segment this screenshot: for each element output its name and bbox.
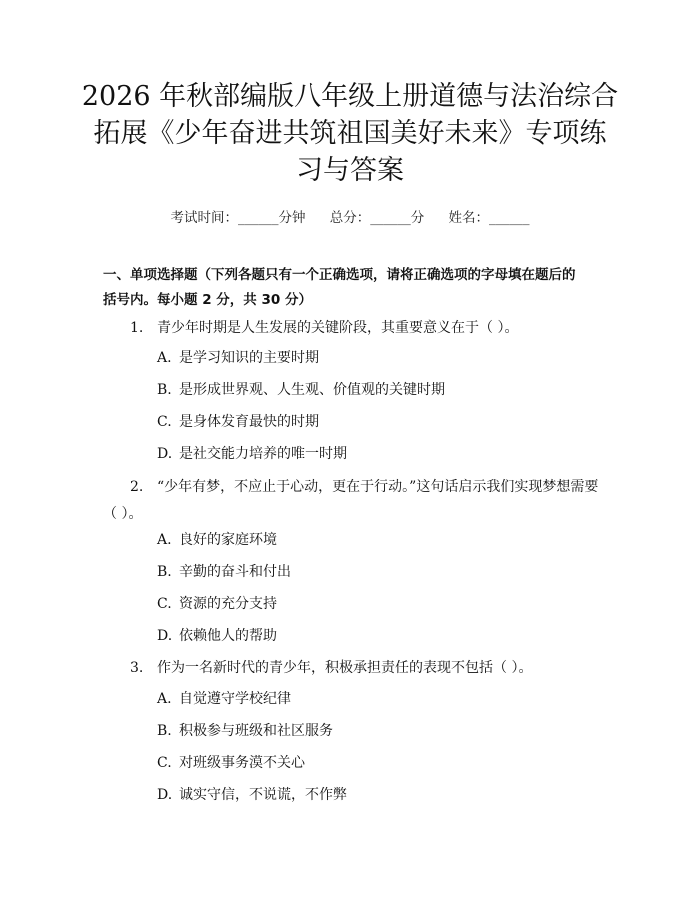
option-text: 是社交能力培养的唯一时期 [179,446,347,462]
option-text: 自觉遵守学校纪律 [179,691,291,707]
option-letter: B. [157,564,172,580]
option-letter: D. [157,628,173,644]
option-text: 是形成世界观、人生观、价值观的关键时期 [179,382,445,398]
option-text: 对班级事务漠不关心 [179,755,305,771]
option-2b [157,562,291,582]
option-letter: C. [157,414,172,430]
option-text: 资源的充分支持 [179,596,277,612]
option-1c [157,412,319,432]
option-letter: B. [157,382,172,398]
student-name: 姓名：______ [448,210,530,226]
option-letter: C. [157,596,172,612]
option-letter: A. [157,350,172,366]
document-title [70,78,630,189]
option-letter: A. [157,532,172,548]
question-3 [103,655,603,682]
option-text: 积极参与班级和社区服务 [179,723,333,739]
option-text: 是身体发育最快的时期 [179,414,319,430]
option-3a [157,689,291,709]
question-text: 作为一名新时代的青少年，积极承担责任的表现不包括（ ）。 [157,660,533,676]
question-text: “少年有梦，不应止于心动，更在于行动。”这句话启示我们实现梦想需要（ ）。 [103,479,599,522]
question-number: 1. [130,320,144,336]
title-line-3: 习与答案 [296,155,404,186]
option-1a [157,348,319,368]
question-2 [103,474,603,528]
question-number: 3. [130,660,144,676]
option-letter: D. [157,446,173,462]
option-3b [157,721,333,741]
section-heading-line-2: 括号内。每小题 2 分，共 30 分） [103,292,312,308]
option-3c [157,753,305,773]
question-number: 2. [130,479,144,495]
option-text: 良好的家庭环境 [179,532,277,548]
question-1 [103,315,603,342]
section-heading [103,263,603,313]
option-text: 是学习知识的主要时期 [179,350,319,366]
option-letter: B. [157,723,172,739]
title-line-1: 2026 年秋部编版八年级上册道德与法治综合 [81,81,619,112]
option-2a [157,530,277,550]
option-letter: D. [157,787,173,803]
option-text: 诚实守信，不说谎，不作弊 [179,787,347,803]
section-heading-line-1: 一、单项选择题（下列各题只有一个正确选项，请将正确选项的字母填在题后的 [103,267,576,283]
option-3d [157,785,347,805]
option-letter: A. [157,691,172,707]
option-1d [157,444,347,464]
option-text: 依赖他人的帮助 [179,628,277,644]
question-text: 青少年时期是人生发展的关键阶段，其重要意义在于（ ）。 [157,320,519,336]
option-letter: C. [157,755,172,771]
option-2d [157,626,277,646]
exam-meta [0,206,700,226]
option-2c [157,594,277,614]
total-score: 总分：______分 [329,210,425,226]
option-text: 辛勤的奋斗和付出 [179,564,291,580]
exam-time: 考试时间：______分钟 [170,210,306,226]
option-1b [157,380,445,400]
title-line-2: 拓展《少年奋进共筑祖国美好未来》专项练 [93,118,607,149]
